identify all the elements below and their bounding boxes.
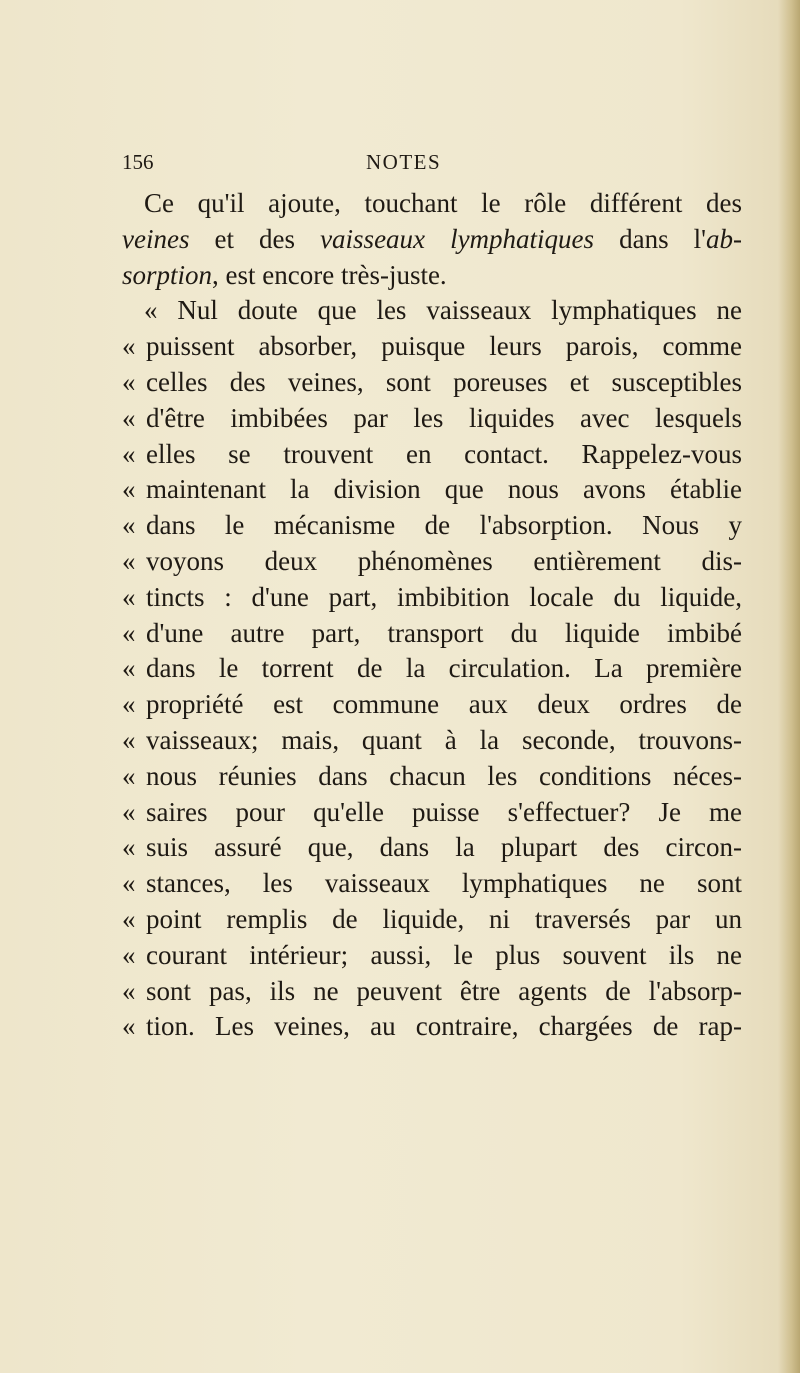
quote-line: [122, 938, 742, 974]
quote-line-text: d'être imbibées par les liquides avec lesquels: [146, 402, 742, 433]
quote-mark: «: [122, 832, 136, 863]
quote-mark: «: [122, 868, 136, 899]
quote-line-text: propriété est commune aux deux ordres de: [146, 689, 742, 720]
quote-line-text: maintenant la division que nous avons établie: [146, 474, 742, 505]
quote-line: [122, 866, 742, 902]
quote-mark: «: [122, 617, 136, 648]
quote-mark: «: [122, 474, 136, 505]
quote-line-text: dans le torrent de la circulation. La première: [146, 653, 742, 684]
quote-mark: «: [122, 581, 136, 612]
quote-line: [122, 472, 742, 508]
quote-line: [122, 830, 742, 866]
quote-line-text: sont pas, ils ne peuvent être agents de l'absorp-: [146, 975, 742, 1006]
quote-body: [122, 329, 742, 1045]
quote-line: [122, 401, 742, 437]
quote-mark: «: [122, 402, 136, 433]
quote-line: [122, 365, 742, 401]
quote-mark: «: [122, 331, 136, 362]
quote-line-text: dans le mécanisme de l'absorption. Nous y: [146, 510, 742, 541]
quote-mark: «: [122, 366, 136, 397]
quote-mark: «: [122, 903, 136, 934]
quote-mark: «: [122, 796, 136, 827]
quote-line-text: voyons deux phénomènes entièrement dis-: [146, 545, 742, 576]
running-head: NOTES: [366, 150, 442, 174]
quote-line: [122, 687, 742, 723]
text-line: sorption, est encore très-juste.: [122, 259, 447, 290]
quote-line-text: saires pour qu'elle puisse s'effectuer? Je me: [146, 796, 742, 827]
quote-line-text: puissent absorber, puisque leurs parois, comme: [146, 331, 742, 362]
quote-mark: «: [122, 438, 136, 469]
quote-line: [122, 329, 742, 365]
quote-mark: «: [122, 760, 136, 791]
quote-mark: «: [122, 689, 136, 720]
quote-line: [122, 974, 742, 1010]
text-line: veines et des vaisseaux lymphatiques dans l'ab-: [122, 223, 742, 254]
quote-mark: «: [122, 510, 136, 541]
quote-line: [122, 437, 742, 473]
quote-line-text: tion. Les veines, au contraire, chargées de rap-: [146, 1011, 742, 1042]
quote-line-text: point remplis de liquide, ni traversés par un: [146, 903, 742, 934]
quote-line: [122, 544, 742, 580]
page-edge-shadow: [778, 0, 800, 1373]
quote-line: [122, 723, 742, 759]
quote-line-text: celles des veines, sont poreuses et susceptibles: [146, 366, 742, 397]
quote-mark: «: [122, 975, 136, 1006]
body-text: [122, 186, 742, 1045]
quote-mark: «: [122, 653, 136, 684]
quote-line: [122, 651, 742, 687]
quote-line-text: elles se trouvent en contact. Rappelez-vous: [146, 438, 742, 469]
quote-line-text: nous réunies dans chacun les conditions néces-: [146, 760, 742, 791]
quote-mark: «: [122, 1011, 136, 1042]
quote-line-text: tincts : d'une part, imbibition locale du liquide,: [146, 581, 742, 612]
quote-line-text: stances, les vaisseaux lymphatiques ne sont: [146, 868, 742, 899]
quote-line-text: d'une autre part, transport du liquide imbibé: [146, 617, 742, 648]
quote-line-text: courant intérieur; aussi, le plus souvent ils ne: [146, 939, 742, 970]
quote-line: [122, 902, 742, 938]
quote-line: [122, 580, 742, 616]
quote-mark: «: [122, 939, 136, 970]
quote-mark: «: [122, 545, 136, 576]
quote-line-text: suis assuré que, dans la plupart des circon-: [146, 832, 742, 863]
quote-line: « Nul doute que les vaisseaux lymphatiques ne: [144, 295, 742, 326]
page-number: 156: [122, 150, 154, 174]
page-header: [122, 150, 682, 180]
text-line: Ce qu'il ajoute, touchant le rôle différent des: [144, 188, 742, 218]
quote-line-text: vaisseaux; mais, quant à la seconde, trouvons-: [146, 724, 742, 755]
quote-line: [122, 508, 742, 544]
quote-line: [122, 616, 742, 652]
quote-mark: «: [122, 724, 136, 755]
quote-line: [122, 759, 742, 795]
quote-line: [122, 1009, 742, 1045]
quote-line: [122, 795, 742, 831]
